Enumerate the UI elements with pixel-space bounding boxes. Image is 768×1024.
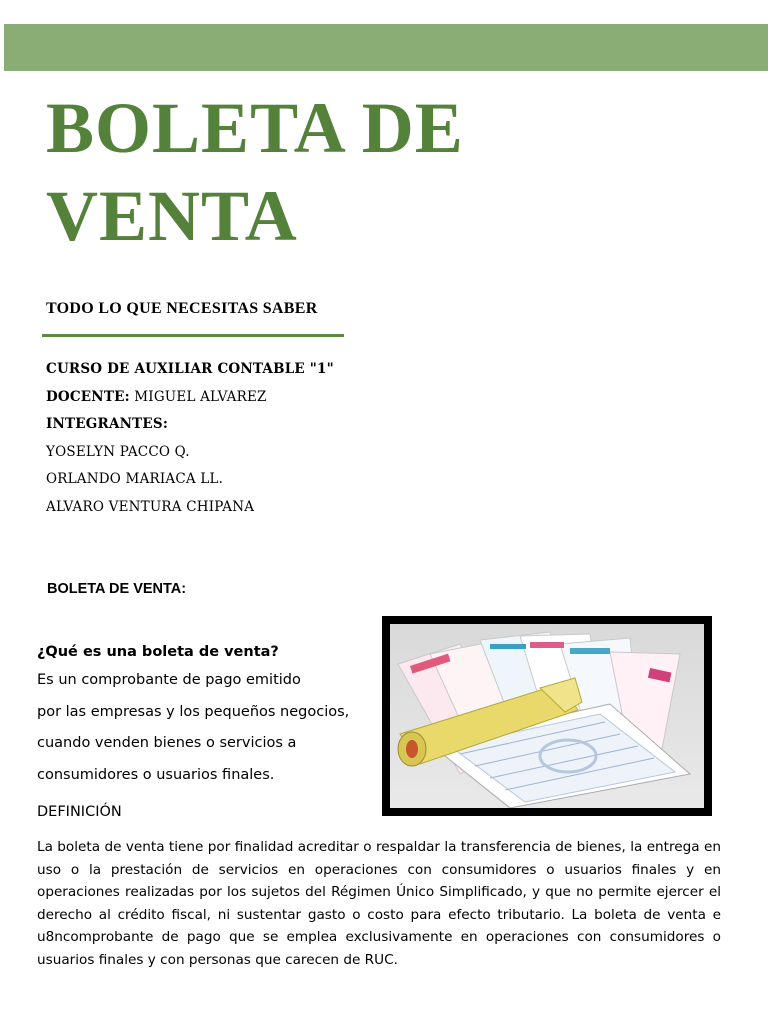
- intro-line-3: cuando venden bienes o servicios a: [37, 735, 297, 751]
- question-heading: ¿Qué es una boleta de venta?: [37, 644, 279, 660]
- course-line: [46, 358, 334, 386]
- receipt-books-image: [390, 624, 704, 808]
- definition-heading: DEFINICIÓN: [37, 804, 122, 820]
- receipt-books-illustration: [390, 624, 704, 808]
- intro-line-2: por las empresas y los pequeños negocios,: [37, 703, 350, 720]
- members-label: INTEGRANTES:: [46, 416, 169, 432]
- teacher-line: [46, 386, 334, 414]
- header-band: [4, 24, 768, 71]
- course-info: [46, 358, 334, 523]
- teacher-name: MIGUEL ALVAREZ: [134, 388, 267, 405]
- definition-paragraph: La boleta de venta tiene por finalidad acreditar o respaldar la transferencia de bienes, la entrega en uso o la prestación de servicios en operaciones con consumidores o usuarios finales y en operaciones realizadas por los sujetos del Régimen Único Simplificado, y que no permite ejercer el derecho al crédito fiscal, ni sustentar gasto o costo para efecto tributario. La boleta de venta e u8ncomprobante de pago que se emplea exclusivamente en operaciones con consumidores o usuarios finales y con personas que carecen de RUC.: [37, 839, 721, 968]
- intro-line-1: Es un comprobante de pago emitido: [37, 672, 301, 688]
- member-3: ALVARO VENTURA CHIPANA: [46, 498, 255, 515]
- title-line-2: VENTA: [46, 176, 298, 256]
- subtitle: TODO LO QUE NECESITAS SABER: [46, 300, 318, 317]
- document-title: [46, 84, 606, 260]
- members-label-line: [46, 413, 334, 441]
- teacher-label: DOCENTE:: [46, 388, 130, 405]
- section-heading: BOLETA DE VENTA:: [47, 581, 187, 597]
- member-2: ORLANDO MARIACA LL.: [46, 471, 224, 487]
- title-line-1: BOLETA DE: [46, 88, 464, 168]
- subtitle-box: [46, 298, 344, 330]
- subtitle-rule: [42, 334, 344, 337]
- course-name: CURSO DE AUXILIAR CONTABLE "1": [46, 361, 334, 377]
- intro-block: [37, 644, 349, 798]
- receipt-books-image-frame: [382, 616, 712, 816]
- intro-line-4: consumidores o usuarios finales.: [37, 766, 275, 783]
- member-1: YOSELYN PACCO Q.: [46, 443, 190, 460]
